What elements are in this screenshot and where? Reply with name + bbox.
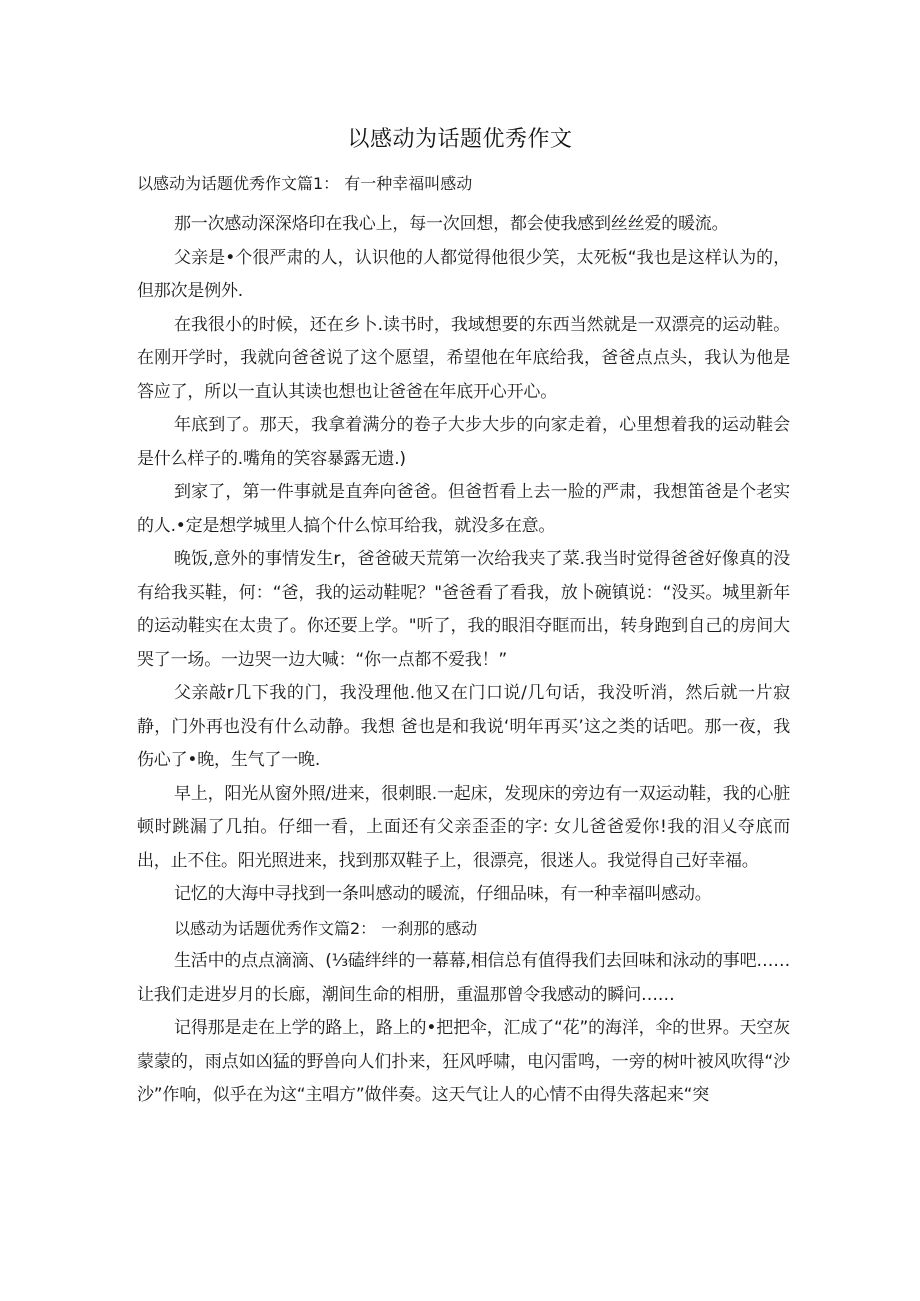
paragraph: 记忆的大海中寻找到一条叫感动的暖流，仔细品味，有一种幸福叫感动。 — [174, 884, 712, 904]
section-heading-1: 以感动为话题优秀作文篇1： 有一种幸福叫感动 — [137, 174, 473, 193]
paragraph: 记得那是走在上学的路上，路上的•把把伞，汇成了“花”的海洋，伞的世界。天空灰蒙蒙的，雨点如凶猛的野兽向人们扑来，狂风呼啸，电闪雷鸣，一旁的树叶被风吹得“沙沙”作响，似乎在为这“主唱方”做伴奏。这天气让人的心情不由得失落起来“突 — [137, 1018, 790, 1105]
paragraph: 那一次感动深深烙印在我心上，每一次回想，都会使我感到丝丝爱的暖流。 — [174, 214, 729, 234]
paragraph: 父亲敲r几下我的门，我没理他.他又在门口说/几句话，我没听消，然后就一片寂静，门外再也没有什么动静。我想 爸也是和我说‘明年再买’这之类的话吧。那一夜，我伤心了•晚，生气了一晚. — [137, 683, 790, 770]
paragraph: 年底到了。那天，我拿着满分的卷子大步大步的向家走着，心里想着我的运动鞋会是什么样子的.嘴角的笑容暴露无遗.) — [137, 415, 790, 469]
document-title: 以感动为话题优秀作文 — [347, 127, 573, 152]
paragraph: 早上，阳光从窗外照/进来，很刺眼.一起床，发现床的旁边有一双运动鞋，我的心脏顿时跳漏了几拍。仔细一看，上面还有父亲歪歪的字: 女儿爸爸爱你!我的泪乂夺底而出，止不住。阳光照进来，找到那双鞋子上，很漂亮，很迷人。我觉得自己好幸福。 — [137, 783, 790, 871]
section-heading-2: 以感动为话题优秀作文篇2： 一刹那的感动 — [174, 918, 478, 938]
paragraph: 晚饭,意外的事情发生r，爸爸破天荒第一次给我夹了菜.我当时觉得爸爸好像真的没有给我买鞋，何：“爸，我的运动鞋呢？"爸爸看了看我，放卜碗镇说：“没买。城里新年的运动鞋实在太贵了。你还要上学。"听了，我的眼泪夺眶而出，转身跑到自己的房间大哭了一场。一边哭一边大喊：“你一点都不爱我！” — [137, 549, 790, 670]
paragraph: 父亲是•个很严肃的人，认识他的人都觉得他很少笑，太死板“我也是这样认为的，但那次是例外. — [137, 247, 790, 301]
paragraph: 生活中的点点滴滴、(⅓磕绊绊的一幕幕,相信总有值得我们去回味和泳动的事吧……让我们走进岁月的长廊，潮间生命的相册，重温那曾令我感动的瞬问…… — [137, 951, 790, 1005]
paragraph: 到家了，第一件事就是直奔向爸爸。但爸哲看上去一脸的严肃，我想笛爸是个老实的人.•定是想学城里人搞个什么惊耳给我，就没多在意。 — [137, 482, 790, 536]
document-body — [137, 174, 790, 1113]
paragraph: 在我很小的时候，还在乡卜.读书时，我域想要的东西当然就是一双漂亮的运动鞋。在刚开学时，我就向爸爸说了这个愿望，希望他在年底给我，爸爸点点头，我认为他是答应了，所以一直认其读也想也让爸爸在年底开心开心。 — [137, 314, 790, 402]
